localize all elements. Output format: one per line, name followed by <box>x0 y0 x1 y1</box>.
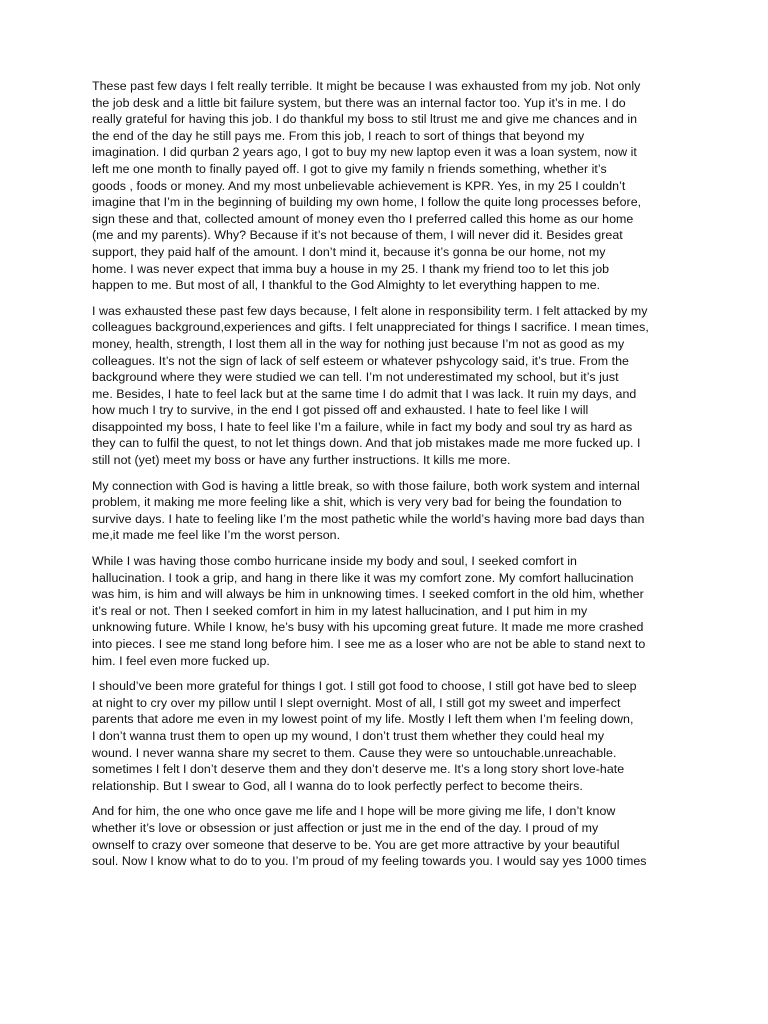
text-line: I was exhausted these past few days because, I felt alone in responsibility term. I felt attacked by my <box>92 303 648 318</box>
text-line: the end of the day he still pays me. From this job, I reach to sort of things that beyond my <box>92 128 585 143</box>
text-line: imagination. I did qurban 2 years ago, I got to buy my new laptop even it was a loan system, now it <box>92 145 637 160</box>
text-line: me,it made me feel like I’m the worst person. <box>92 528 341 543</box>
paragraph <box>92 678 686 794</box>
text-line: goods , foods or money. And my most unbelievable achievement is KPR. Yes, in my 25 I couldn’t <box>92 178 626 193</box>
text-line: problem, it making me more feeling like a shit, which is very very bad for being the foundation to <box>92 495 622 510</box>
text-line: support, they paid half of the amount. I don’t mind it, because it’s gonna be our home, not my <box>92 244 606 259</box>
paragraph <box>92 478 686 544</box>
text-line: ownself to crazy over someone that deserve to be. You are get more attractive by your beautiful <box>92 837 620 852</box>
document-page <box>92 78 686 879</box>
text-line: soul. Now I know what to do to you. I’m proud of my feeling towards you. I would say yes 1000 times <box>92 854 647 869</box>
text-line: sign these and that, collected amount of money even tho I preferred called this home as our home <box>92 211 634 226</box>
text-line: My connection with God is having a little break, so with those failure, both work system and internal <box>92 478 640 493</box>
text-line: still not (yet) meet my boss or have any further instructions. It kills me more. <box>92 453 511 468</box>
text-line: disappointed my boss, I hate to feel like I’m a failure, while in fact my body and soul try as hard as <box>92 419 633 434</box>
text-line: it’s real or not. Then I seeked comfort in him in my latest hallucination, and I put him in my <box>92 603 588 618</box>
paragraph <box>92 303 686 469</box>
text-line: how much I try to survive, in the end I got pissed off and exhausted. I hate to feel like I will <box>92 403 589 418</box>
text-line: unknowing future. While I know, he’s busy with his upcoming great future. It made me more crashed <box>92 620 644 635</box>
text-line: at night to cry over my pillow until I slept overnight. Most of all, I still got my sweet and imperfect <box>92 695 621 710</box>
text-line: was him, is him and will always be him in unknowing times. I seeked comfort in the old him, whether <box>92 587 644 602</box>
text-line: These past few days I felt really terrible. It might be because I was exhausted from my job. Not only <box>92 79 641 93</box>
text-line: relationship. But I swear to God, all I wanna do to look perfectly perfect to become theirs. <box>92 778 583 793</box>
text-line: I should’ve been more grateful for things I got. I still got food to choose, I still got have bed to sleep <box>92 679 637 694</box>
text-line: While I was having those combo hurricane inside my body and soul, I seeked comfort in <box>92 554 577 569</box>
text-line: colleagues background,experiences and gifts. I felt unappreciated for things I sacrifice. I mean times, <box>92 320 649 335</box>
paragraph <box>92 553 686 669</box>
document-body <box>92 78 686 870</box>
text-line: the job desk and a little bit failure system, but there was an internal factor too. Yup it’s in me. I do <box>92 95 626 110</box>
text-line: money, health, strength, I lost them all in the way for nothing just because I’m not as good as my <box>92 336 625 351</box>
text-line: I don’t wanna trust them to open up my wound, I don’t trust them whether they could heal my <box>92 728 605 743</box>
text-line: wound. I never wanna share my secret to them. Cause they were so untouchable.unreachable. <box>92 745 617 760</box>
text-line: me. Besides, I hate to feel lack but at the same time I do admit that I was lack. It ruin my days, and <box>92 386 637 401</box>
text-line: sometimes I felt I don’t deserve them and they don’t deserve me. It’s a long story short love-hate <box>92 762 625 777</box>
text-line: hallucination. I took a grip, and hang in there like it was my comfort zone. My comfort hallucination <box>92 570 634 585</box>
text-line: imagine that I’m in the beginning of building my own home, I follow the quite long processes before, <box>92 195 642 210</box>
paragraph <box>92 803 686 869</box>
paragraph <box>92 78 686 294</box>
text-line: home. I was never expect that imma buy a house in my 25. I thank my friend too to let this job <box>92 261 610 276</box>
text-line: (me and my parents). Why? Because if it’s not because of them, I will never did it. Besides great <box>92 228 623 243</box>
text-line: colleagues. It’s not the sign of lack of self esteem or whatever pshycology said, it’s true. From the <box>92 353 629 368</box>
text-line: left me one month to finally payed off. I got to give my family n friends something, whether it’s <box>92 161 607 176</box>
text-line: they can to fulfil the quest, to not let things down. And that job mistakes made me more fucked up. I <box>92 436 641 451</box>
text-line: background where they were studied we can tell. I’m not underestimated my school, but it’s just <box>92 370 619 385</box>
text-line: parents that adore me even in my lowest point of my life. Mostly I left them when I’m feeling down, <box>92 712 634 727</box>
text-line: And for him, the one who once gave me life and I hope will be more giving me life, I don’t know <box>92 804 616 819</box>
text-line: into pieces. I see me stand long before him. I see me as a loser who are not be able to stand next to <box>92 637 646 651</box>
text-line: really grateful for having this job. I do thankful my boss to stil ltrust me and give me chances and in <box>92 112 638 127</box>
text-line: whether it’s love or obsession or just affection or just me in the end of the day. I proud of my <box>92 820 599 835</box>
text-line: survive days. I hate to feeling like I’m the most pathetic while the world’s having more bad days than <box>92 511 645 526</box>
text-line: him. I feel even more fucked up. <box>92 653 270 668</box>
text-line: happen to me. But most of all, I thankful to the God Almighty to let everything happen to me. <box>92 278 601 293</box>
